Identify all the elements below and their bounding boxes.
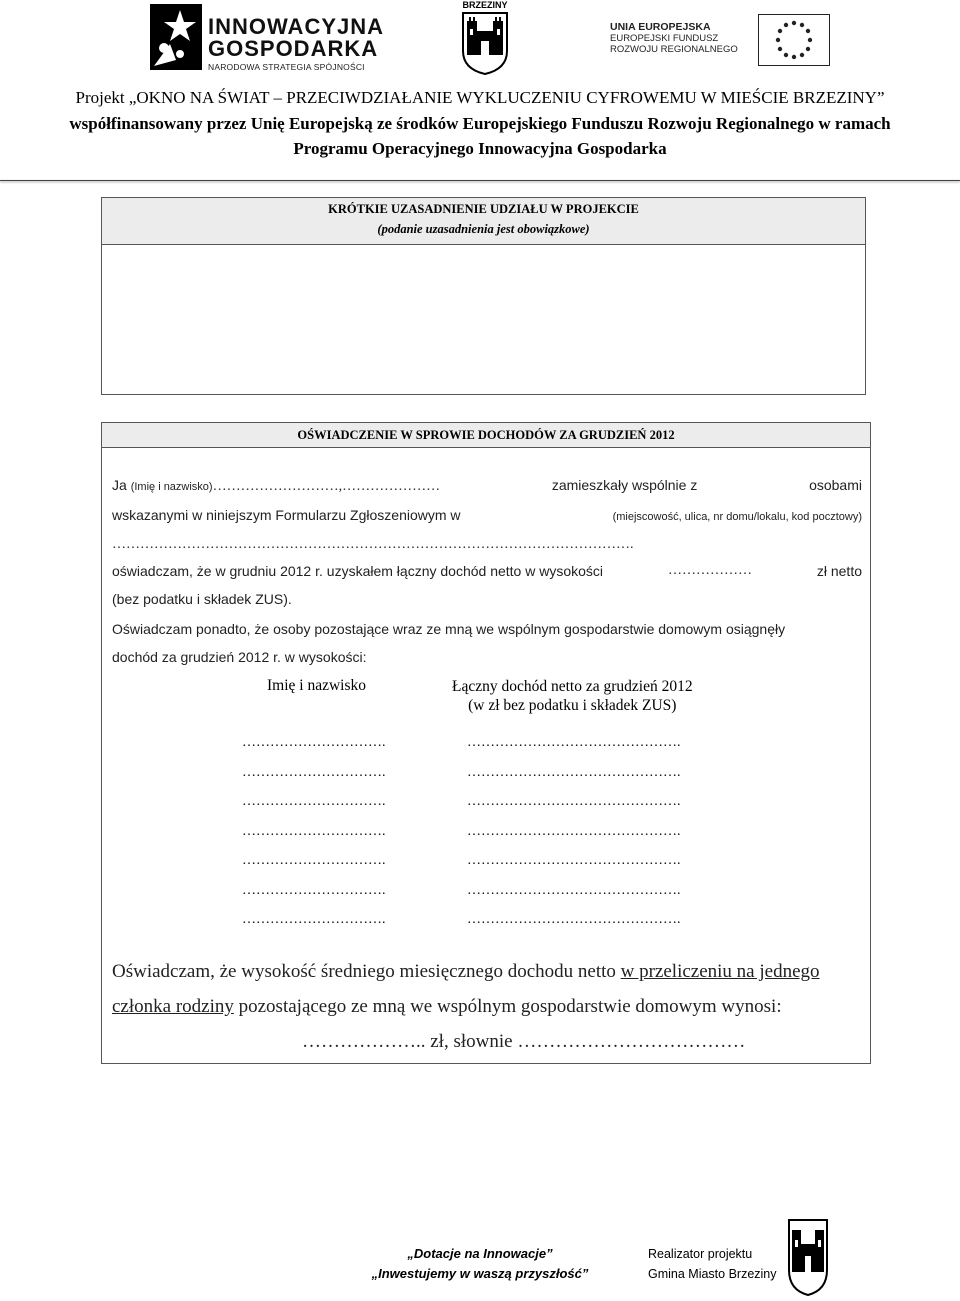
table-row-income-field[interactable]: ………………………………………. xyxy=(467,764,681,780)
footer-implementer-line1: Realizator projektu xyxy=(648,1247,753,1261)
table-row-name-field[interactable]: …………………………. xyxy=(242,794,386,809)
table-row-name-field[interactable]: …………………………. xyxy=(242,882,386,898)
address-hint: (miejscowość, ulica, nr domu/lokalu, kod pocztowy) xyxy=(612,511,862,523)
project-title: Projekt „OKNO NA ŚWIAT – PRZECIWDZIAŁANIE WYKLUCZENIU CYFROWEMU W MIEŚCIE BRZEZINY” xyxy=(75,88,885,107)
footer-slogan xyxy=(360,1244,600,1284)
statement-line-7: dochód za grudzień 2012 r. w wysokości: xyxy=(112,649,367,665)
justification-subheading: (podanie uzasadnienia jest obowiązkowe) xyxy=(377,222,590,236)
brzeziny-coat-of-arms-footer xyxy=(787,1218,829,1296)
ig-logo-line2: GOSPODARKA xyxy=(208,36,379,61)
income-declaration-text: oświadczam, że w grudniu 2012 r. uzyskałem łączny dochód netto w wysokości xyxy=(112,563,604,579)
form-reference-text: wskazanymi w niniejszym Formularzu Zgłoszeniowym w xyxy=(112,507,461,523)
statement-line-4 xyxy=(112,563,862,579)
justification-heading: KRÓTKIE UZASADNIENIE UDZIAŁU W PROJEKCIE xyxy=(328,202,639,216)
justification-field[interactable] xyxy=(102,245,865,394)
eu-logo-line2: EUROPEJSKI FUNDUSZ xyxy=(610,33,719,44)
justification-section xyxy=(101,197,866,395)
table-row-name-field[interactable]: …………………………. xyxy=(242,912,386,927)
address-field[interactable]: …………………………………………………………………………………………………. xyxy=(112,537,634,552)
footer-implementer xyxy=(648,1244,778,1284)
own-income-field[interactable]: ……………… xyxy=(667,563,752,578)
header-divider xyxy=(0,180,960,181)
eu-flag-icon xyxy=(758,14,830,66)
justification-header xyxy=(102,198,865,245)
table-row-income-field[interactable]: ………………………………………. xyxy=(467,823,681,839)
footer-slogan-line1: „Dotacje na Innowacje” xyxy=(407,1246,553,1261)
table-header-income: Łączny dochód netto za grudzień 2012 (w zł bez podatku i składek ZUS) xyxy=(452,678,693,714)
table-row-income-field[interactable]: ………………………………………. xyxy=(467,912,681,927)
name-hint: (Imię i nazwisko) xyxy=(130,481,213,493)
table-row-income-field[interactable]: ………………………………………. xyxy=(467,735,681,750)
table-row-name-field[interactable]: …………………………. xyxy=(242,853,386,868)
cohabiting-label: zamieszkały wspólnie z xyxy=(551,477,698,493)
castle-shield-icon xyxy=(461,11,509,75)
table-row-name-field[interactable]: …………………………. xyxy=(242,823,386,839)
average-income-line-2: członka rodziny pozostającego ze mną we wspólnym gospodarstwie domowym wynosi: xyxy=(112,996,782,1017)
footer-slogan-line2: „Inwestujemy w waszą przyszłość” xyxy=(371,1266,589,1281)
ig-logo-line1: INNOWACYJNA xyxy=(208,14,385,39)
average-income-line-1: Oświadczam, że wysokość średniego miesięcznego dochodu netto w przeliczeniu na jednego xyxy=(112,961,820,982)
table-row-income-field[interactable]: ………………………………………. xyxy=(467,882,681,898)
brzeziny-coat-of-arms xyxy=(457,0,513,76)
average-income-amount-field[interactable]: ……………….. zł, słownie ……………………………… xyxy=(302,1031,746,1052)
statement-line-5: (bez podatku i składek ZUS). xyxy=(112,591,292,607)
ig-logo-sub: NARODOWA STRATEGIA SPÓJNOŚCI xyxy=(208,62,365,72)
name-field[interactable]: ………………………,………………… xyxy=(212,479,441,494)
star-emblem-icon xyxy=(150,4,202,70)
household-declaration-text: Oświadczam ponadto, że osoby pozostające wraz ze mną we wspólnym gospodarstwie domowym osiągnęły xyxy=(112,621,786,637)
table-header-name: Imię i nazwisko xyxy=(267,677,367,694)
income-statement-heading: OŚWIADCZENIE W SPROWIE DOCHODÓW ZA GRUDZIEŃ 2012 xyxy=(102,423,870,448)
ja-label: Ja xyxy=(112,477,127,493)
table-row-name-field[interactable]: …………………………. xyxy=(242,764,386,780)
programme-line: Programu Operacyjnego Innowacyjna Gospodarka xyxy=(293,139,667,158)
innowacyjna-gospodarka-logo xyxy=(150,4,390,74)
table-row-name-field[interactable]: …………………………. xyxy=(242,735,386,750)
brzeziny-label: BRZEZINY xyxy=(462,0,508,10)
footer-implementer-line2: Gmina Miasto Brzeziny xyxy=(648,1267,777,1281)
eu-logo-line3: ROZWOJU REGIONALNEGO xyxy=(610,44,738,55)
eu-logo xyxy=(610,14,840,70)
eu-logo-line1: UNIA EUROPEJSKA xyxy=(610,21,711,33)
persons-label: osobami xyxy=(809,477,862,493)
income-statement-section xyxy=(101,422,871,1064)
castle-shield-icon xyxy=(787,1218,829,1296)
table-row-income-field[interactable]: ………………………………………. xyxy=(467,853,681,868)
statement-line-6 xyxy=(112,621,862,637)
cofinancing-line: współfinansowany przez Unię Europejską ze środków Europejskiego Funduszu Rozwoju Regionalnego w ramach xyxy=(69,114,891,133)
table-row-income-field[interactable]: ………………………………………. xyxy=(467,794,681,809)
statement-line-2 xyxy=(112,507,862,527)
currency-net-label: zł netto xyxy=(816,563,862,579)
statement-line-1 xyxy=(112,477,862,495)
